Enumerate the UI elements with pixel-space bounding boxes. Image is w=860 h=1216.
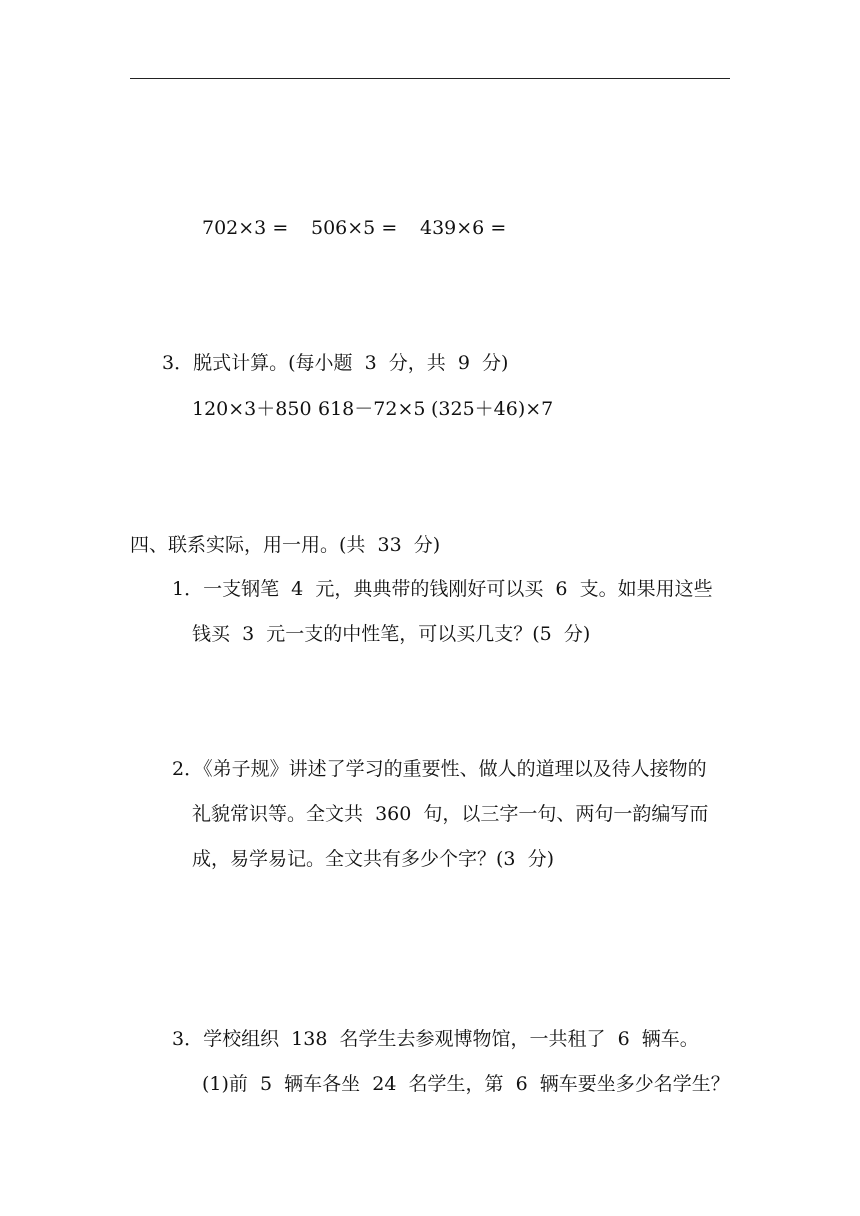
step-calc-expression-2: 618－72×5 bbox=[318, 398, 426, 420]
question-3-sub-1: (1)前 5 辆车各坐 24 名学生，第 6 辆车要坐多少名学生？ bbox=[202, 1073, 730, 1095]
oral-calc-item-2: 506×5 = bbox=[311, 217, 404, 239]
oral-calc-item-3: 439×6 = bbox=[420, 217, 513, 239]
question-2-line-3: 成，易学易记。全文共有多少个字？(3 分) bbox=[192, 848, 554, 870]
question-3-line-1: 3．学校组织 138 名学生去参观博物馆，一共租了 6 辆车。 bbox=[172, 1028, 699, 1050]
question-1-line-2: 钱买 3 元一支的中性笔，可以买几支？(5 分) bbox=[192, 623, 591, 645]
question-2-line-1: 2．《弟子规》讲述了学习的重要性、做人的道理以及待人接物的 bbox=[172, 758, 707, 780]
question-2-line-2: 礼貌常识等。全文共 360 句，以三字一句、两句一韵编写而 bbox=[192, 803, 709, 825]
step-calc-title: 3．脱式计算。(每小题 3 分，共 9 分) bbox=[162, 352, 509, 374]
section-four-heading: 四、联系实际，用一用。(共 33 分) bbox=[130, 534, 441, 556]
oral-calc-item-1: 702×3 = bbox=[202, 217, 295, 239]
step-calc-expression-1: 120×3＋850 bbox=[192, 398, 312, 420]
header-rule bbox=[130, 78, 730, 79]
step-calc-expression-3: (325＋46)×7 bbox=[431, 398, 554, 420]
question-1-line-1: 1．一支钢笔 4 元，典典带的钱刚好可以买 6 支。如果用这些 bbox=[172, 578, 713, 600]
